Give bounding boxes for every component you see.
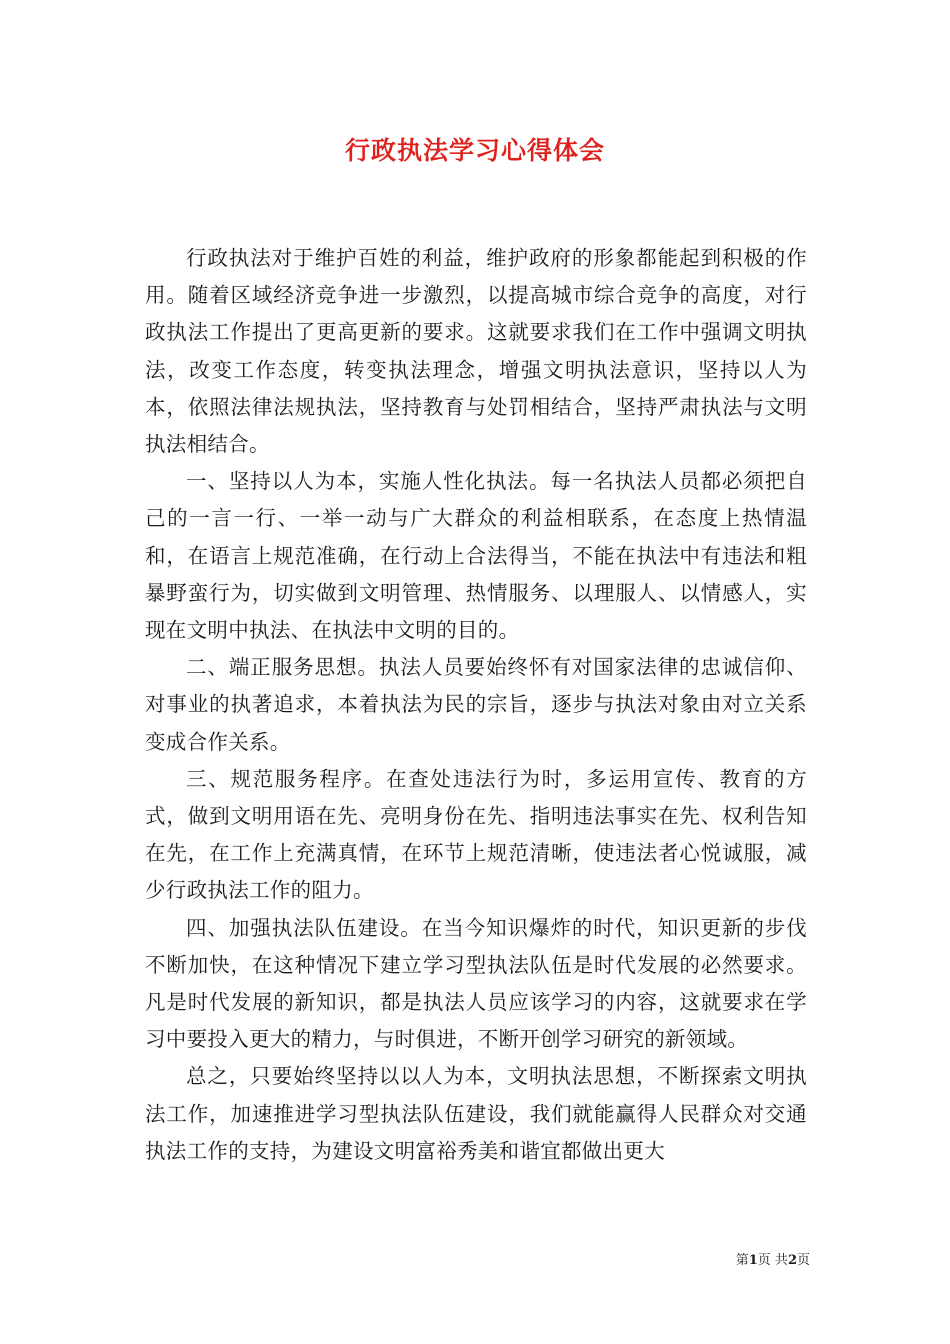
footer-prefix: 第 — [735, 1253, 749, 1268]
document-title: 行政执法学习心得体会 — [344, 136, 605, 165]
paragraph-intro: 行政执法对于维护百姓的利益，维护政府的形象都能起到积极的作用。随着区域经济竞争进一步激烈，以提高城市综合竞争的高度，对行政执法工作提出了更高更新的要求。这就要求我们在工作中强调文明执法，改变工作态度，转变执法理念，增强文明执法意识，坚持以人为本，依照法律法规执法，坚持教育与处罚相结合，坚持严肃执法与文明执法相结合。 — [145, 246, 807, 457]
paragraph-section-2: 二、端正服务思想。执法人员要始终怀有对国家法律的忠诚信仰、对事业的执著追求，本着执法为民的宗旨，逐步与执法对象由对立关系变成合作关系。 — [145, 655, 807, 754]
footer-suffix: 页 — [796, 1253, 810, 1268]
total-pages-number: 2 — [787, 1253, 797, 1268]
paragraph-section-4: 四、加强执法队伍建设。在当今知识爆炸的时代，知识更新的步伐不断加快，在这种情况下建立学习型执法队伍是时代发展的必然要求。凡是时代发展的新知识，都是执法人员应该学习的内容，这就要求在学习中要投入更大的精力，与时俱进，不断开创学习研究的新领域。 — [145, 915, 807, 1052]
current-page-number: 1 — [748, 1253, 758, 1268]
paragraph-section-1: 一、坚持以人为本，实施人性化执法。每一名执法人员都必须把自己的一言一行、一举一动与广大群众的利益相联系，在态度上热情温和，在语言上规范准确，在行动上合法得当，不能在执法中有违法和粗暴野蛮行为，切实做到文明管理、热情服务、以理服人、以情感人，实现在文明中执法、在执法中文明的目的。 — [145, 469, 807, 643]
document-body — [145, 240, 807, 1170]
paragraph-conclusion: 总之，只要始终坚持以以人为本，文明执法思想，不断探索文明执法工作，加速推进学习型执法队伍建设，我们就能赢得人民群众对交通执法工作的支持，为建设文明富裕秀美和谐宜都做出更大 — [145, 1064, 807, 1163]
paragraph-section-3: 三、规范服务程序。在查处违法行为时，多运用宣传、教育的方式，做到文明用语在先、亮明身份在先、指明违法事实在先、权利告知在先，在工作上充满真情，在环节上规范清晰，使违法者心悦诚服，减少行政执法工作的阻力。 — [145, 766, 807, 903]
page-number-footer — [700, 1249, 810, 1268]
footer-middle: 页 共 — [757, 1253, 788, 1268]
